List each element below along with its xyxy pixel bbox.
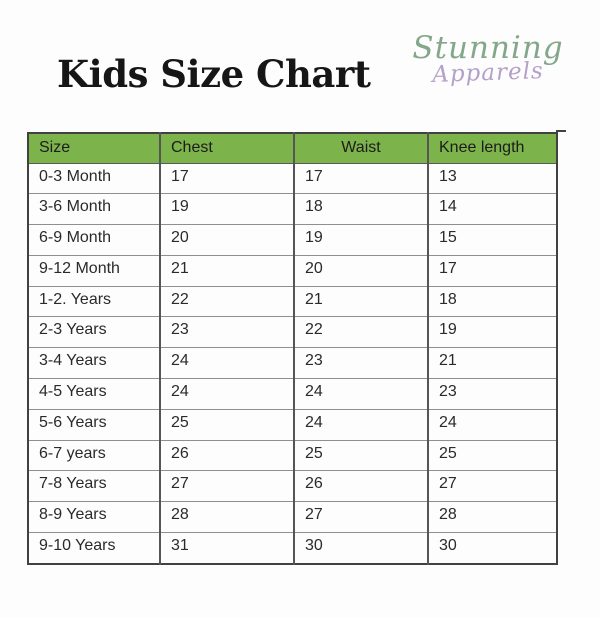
- chest-cell: 31: [160, 532, 294, 564]
- chest-cell: 27: [160, 471, 294, 502]
- size-table-body: [28, 163, 557, 564]
- size-cell: 0-3 Month: [28, 163, 160, 194]
- column-header-knee-length: Knee length: [428, 133, 557, 163]
- knee-length-cell: 28: [428, 502, 557, 533]
- chest-cell: 19: [160, 194, 294, 225]
- chest-cell: 23: [160, 317, 294, 348]
- size-cell: 9-12 Month: [28, 255, 160, 286]
- size-chart: [27, 132, 556, 565]
- knee-length-cell: 14: [428, 194, 557, 225]
- waist-cell: 25: [294, 440, 428, 471]
- chest-cell: 24: [160, 348, 294, 379]
- size-cell: 4-5 Years: [28, 378, 160, 409]
- table-row: [28, 471, 557, 502]
- waist-cell: 18: [294, 194, 428, 225]
- table-row: [28, 163, 557, 194]
- knee-length-cell: 17: [428, 255, 557, 286]
- knee-length-cell: 25: [428, 440, 557, 471]
- size-cell: 1-2. Years: [28, 286, 160, 317]
- page-title: Kids Size Chart: [57, 52, 371, 96]
- chest-cell: 24: [160, 378, 294, 409]
- table-row: [28, 440, 557, 471]
- knee-length-cell: 13: [428, 163, 557, 194]
- waist-cell: 26: [294, 471, 428, 502]
- brand-name-apparels: Apparels: [431, 57, 545, 88]
- chest-cell: 25: [160, 409, 294, 440]
- brand-logo: [398, 30, 578, 88]
- waist-cell: 24: [294, 409, 428, 440]
- table-row: [28, 532, 557, 564]
- knee-length-cell: 19: [428, 317, 557, 348]
- column-header-waist: Waist: [294, 133, 428, 163]
- size-cell: 3-4 Years: [28, 348, 160, 379]
- waist-cell: 27: [294, 502, 428, 533]
- chest-cell: 21: [160, 255, 294, 286]
- table-row: [28, 286, 557, 317]
- chest-cell: 20: [160, 225, 294, 256]
- column-header-chest: Chest: [160, 133, 294, 163]
- table-row: [28, 225, 557, 256]
- table-row: [28, 502, 557, 533]
- knee-length-cell: 27: [428, 471, 557, 502]
- table-row: [28, 317, 557, 348]
- waist-cell: 21: [294, 286, 428, 317]
- size-chart-table: [27, 132, 558, 565]
- brand-name-stunning: Stunning: [412, 30, 564, 66]
- size-cell: 6-7 years: [28, 440, 160, 471]
- size-cell: 8-9 Years: [28, 502, 160, 533]
- knee-length-cell: 23: [428, 378, 557, 409]
- table-row: [28, 409, 557, 440]
- chest-cell: 22: [160, 286, 294, 317]
- waist-cell: 23: [294, 348, 428, 379]
- column-header-size: Size: [28, 133, 160, 163]
- knee-length-cell: 30: [428, 532, 557, 564]
- knee-length-cell: 21: [428, 348, 557, 379]
- waist-cell: 24: [294, 378, 428, 409]
- size-cell: 2-3 Years: [28, 317, 160, 348]
- waist-cell: 20: [294, 255, 428, 286]
- table-row: [28, 378, 557, 409]
- waist-cell: 22: [294, 317, 428, 348]
- chest-cell: 28: [160, 502, 294, 533]
- size-cell: 7-8 Years: [28, 471, 160, 502]
- size-cell: 9-10 Years: [28, 532, 160, 564]
- table-row: [28, 255, 557, 286]
- table-row: [28, 348, 557, 379]
- header-row: [28, 133, 557, 163]
- chest-cell: 26: [160, 440, 294, 471]
- chest-cell: 17: [160, 163, 294, 194]
- size-cell: 3-6 Month: [28, 194, 160, 225]
- size-cell: 5-6 Years: [28, 409, 160, 440]
- knee-length-cell: 24: [428, 409, 557, 440]
- table-border-overhang: [556, 130, 566, 132]
- waist-cell: 30: [294, 532, 428, 564]
- size-cell: 6-9 Month: [28, 225, 160, 256]
- knee-length-cell: 15: [428, 225, 557, 256]
- table-row: [28, 194, 557, 225]
- knee-length-cell: 18: [428, 286, 557, 317]
- waist-cell: 19: [294, 225, 428, 256]
- waist-cell: 17: [294, 163, 428, 194]
